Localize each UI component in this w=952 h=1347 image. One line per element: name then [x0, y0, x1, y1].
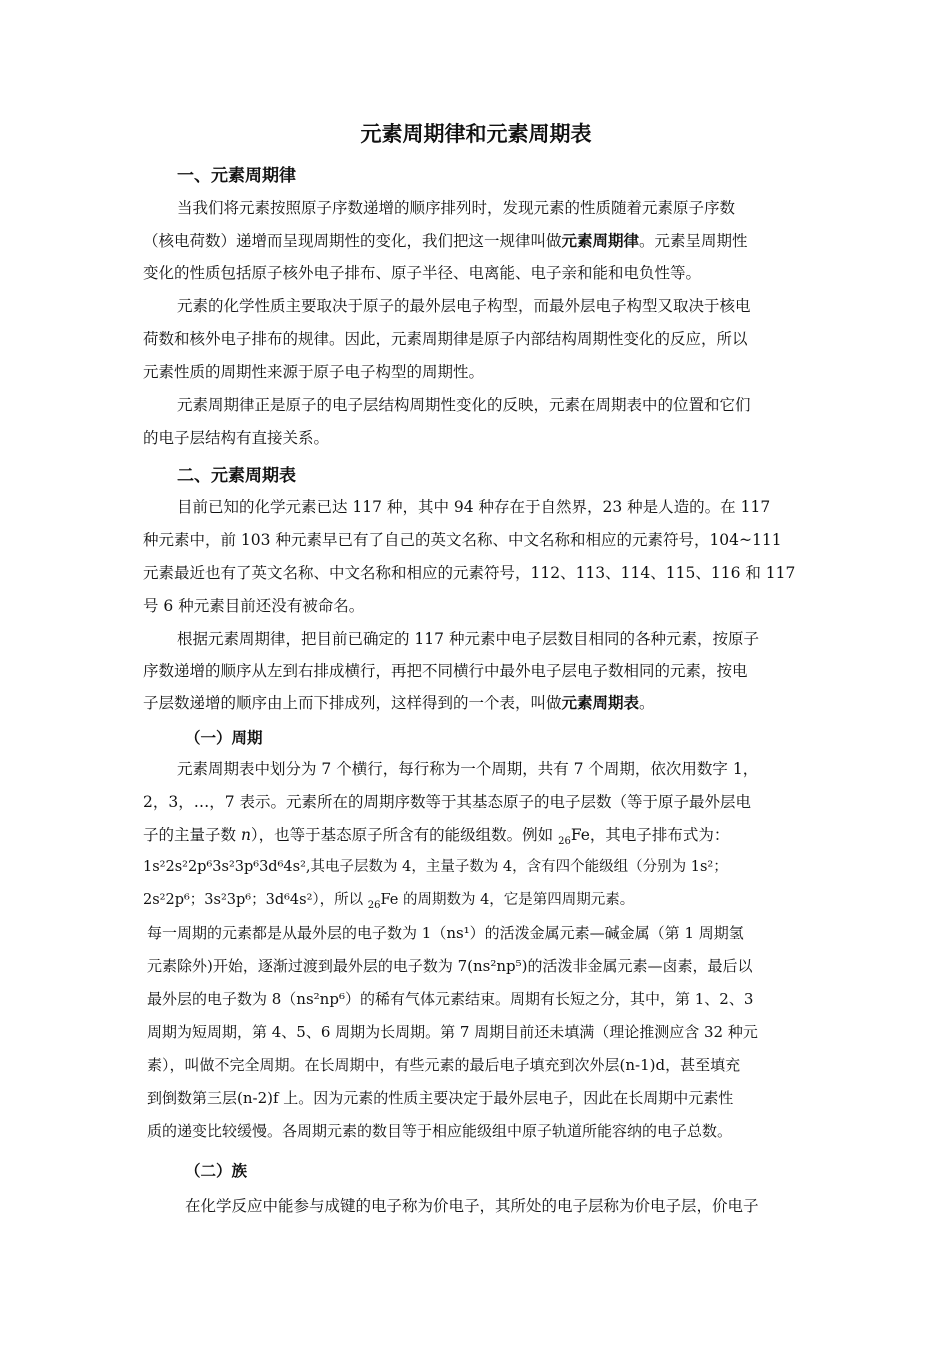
section-heading-periodic-law: 一、元素周期律	[177, 166, 296, 186]
paragraph-line: 序数递增的顺序从左到右排成横行，再把不同横行中最外电子层电子数相同的元素，按电	[143, 662, 748, 680]
section-heading-periodic-table: 二、元素周期表	[177, 466, 296, 486]
term-periodic-law: 元素周期律	[561, 232, 640, 250]
paragraph-line: 到倒数第三层(n-2)f 上。因为元素的性质主要决定于最外层电子，因此在长周期中元素性	[147, 1089, 734, 1107]
paragraph-line: 当我们将元素按照原子序数递增的顺序排列时，发现元素的性质随着元素原子序数	[177, 199, 736, 217]
paragraph-line: 的电子层结构有直接关系。	[143, 429, 330, 447]
paragraph-line: 质的递变比较缓慢。各周期元素的数目等于相应能级组中原子轨道所能容纳的电子总数。	[147, 1122, 733, 1140]
paragraph-line: 子的主量子数 n），也等于基态原子所含有的能级组数。例如 $_{26}$Fe，其电子排布式为：	[143, 826, 730, 848]
paragraph-line: 元素的化学性质主要取决于原子的最外层电子构型，而最外层电子构型又取决于核电	[177, 297, 751, 315]
subsection-heading-period: （一）周期	[185, 729, 263, 747]
paragraph-line: 周期为短周期，第 4、5、6 周期为长周期。第 7 周期目前还未填满（理论推测应含 32 种元	[147, 1023, 758, 1041]
paragraph-line: 2s²2p⁶；3s²3p⁶；3d⁶4s²），所以 $_{26}$Fe 的周期数为 4，它是第四周期元素。	[143, 892, 635, 911]
term-periodic-table: 元素周期表	[561, 694, 640, 712]
paragraph-line: 元素周期表中划分为 7 个横行，每行称为一个周期，共有 7 个周期，依次用数字 1，	[177, 760, 759, 778]
paragraph-line: （核电荷数）递增而呈现周期性的变化，我们把这一规律叫做元素周期律。元素呈周期性	[143, 232, 748, 250]
paragraph-line: 元素性质的周期性来源于原子电子构型的周期性。	[143, 363, 485, 381]
paragraph-line: 变化的性质包括原子核外电子排布、原子半径、电离能、电子亲和能和电负性等。	[143, 264, 702, 282]
subsection-heading-group: （二）族	[185, 1162, 248, 1180]
paragraph-line: 素），叫做不完全周期。在长周期中，有些元素的最后电子填充到次外层(n-1)d，甚至填充	[147, 1056, 741, 1074]
document-title: 元素周期律和元素周期表	[360, 122, 592, 146]
paragraph-line: 在化学反应中能参与成键的电子称为价电子，其所处的电子层称为价电子层，价电子	[185, 1197, 759, 1215]
paragraph-line: 每一周期的元素都是从最外层的电子数为 1（ns¹）的活泼金属元素—碱金属（第 1 周期氢	[147, 924, 744, 942]
paragraph-line: 号 6 种元素目前还没有被命名。	[143, 597, 365, 615]
paragraph-line: 元素最近也有了英文名称、中文名称和相应的元素符号，112、113、114、115、116 和 117	[143, 564, 796, 582]
paragraph-line: 2，3，…，7 表示。元素所在的周期序数等于其基态原子的电子层数（等于原子最外层电	[143, 793, 752, 811]
paragraph-line: 种元素中，前 103 种元素早已有了自己的英文名称、中文名称和相应的元素符号，104~111	[143, 531, 782, 549]
paragraph-line: 荷数和核外电子排布的规律。因此，元素周期律是原子内部结构周期性变化的反应，所以	[143, 330, 748, 348]
paragraph-line: 子层数递增的顺序由上而下排成列，这样得到的一个表，叫做元素周期表。	[143, 694, 655, 712]
paragraph-line: 根据元素周期律，把目前已确定的 117 种元素中电子层数目相同的各种元素，按原子	[177, 630, 759, 648]
paragraph-line: 1s²2s²2p⁶3s²3p⁶3d⁶4s²,其电子层数为 4，主量子数为 4，含有四个能级组（分别为 1s²；	[143, 859, 728, 875]
paragraph-line: 最外层的电子数为 8（ns²np⁶）的稀有气体元素结束。周期有长短之分，其中，第 1、2、3	[147, 990, 754, 1008]
paragraph-line: 元素除外)开始，逐渐过渡到最外层的电子数为 7(ns²np⁵)的活泼非金属元素—卤素，最后以	[147, 957, 753, 975]
paragraph-line: 元素周期律正是原子的电子层结构周期性变化的反映，元素在周期表中的位置和它们	[177, 396, 751, 414]
paragraph-line: 目前已知的化学元素已达 117 种，其中 94 种存在于自然界，23 种是人造的。在 117	[177, 498, 771, 516]
